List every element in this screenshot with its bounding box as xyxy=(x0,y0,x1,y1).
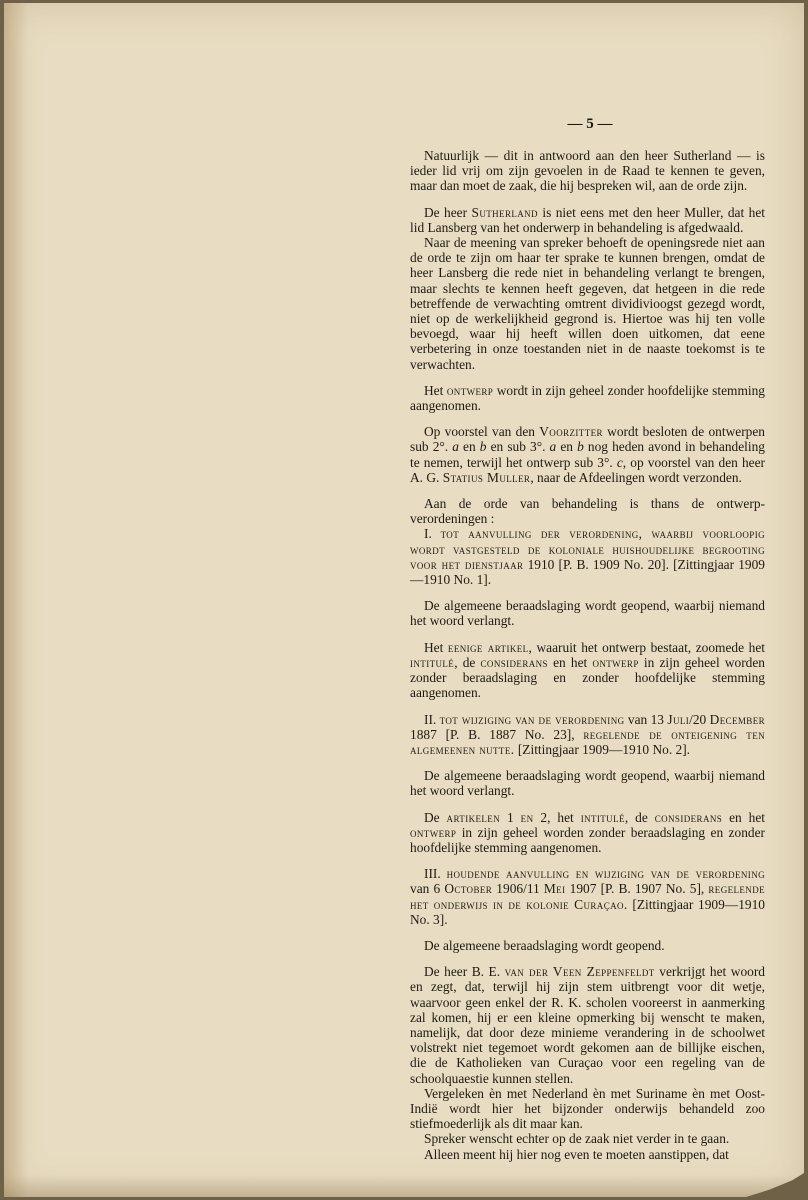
text-run: en xyxy=(458,439,480,455)
paragraph xyxy=(410,768,765,798)
text-run: 1910 [P. B. 1909 No. 20]. [Zittingjaar 1909—1910 No. 1]. xyxy=(410,556,765,588)
small-caps-text: Mei xyxy=(543,881,566,897)
text-run: , de xyxy=(454,654,481,670)
small-caps-text: regelende het onderwijs in de kolonie Curaçao. xyxy=(410,881,765,912)
paragraph xyxy=(410,640,765,701)
small-caps-text: intitulé xyxy=(410,654,455,670)
text-run: wordt besloten de ontwerpen sub 2°. xyxy=(410,424,765,455)
text-run: en sub 3°. xyxy=(486,439,550,455)
paper-edge-shadow xyxy=(4,1175,804,1197)
small-caps-text: December xyxy=(709,711,765,727)
text-run: en xyxy=(556,439,578,455)
text-run: I. xyxy=(424,526,441,542)
text-run: , waaruit het ontwerp bestaat, zoomede het xyxy=(528,639,765,655)
text-run: verkrijgt het woord en zegt, dat, terwijl hij zijn stem uitbrengt voor dit wetje, waarvoor geen enkel der R. K. scholen vooreerst in aanmerking zal komen, hij er een kleine opmerking bij wenscht te maken, namelijk, dat door deze minieme verandering in de schoolwet volstrekt niet tegemoet wordt gekomen aan de billijke eischen, die de Katholieken van Curaçao voor een regeling van de schoolquaestie kunnen stellen. xyxy=(410,964,765,1086)
text-run: en het xyxy=(547,654,593,670)
text-run: Het xyxy=(424,639,448,655)
text-run: Het xyxy=(424,382,447,398)
italic-text: b xyxy=(577,439,584,455)
text-run: Spreker wenscht echter op de zaak niet verder in te gaan. xyxy=(424,1131,730,1147)
text-run: De algemeene beraadslaging wordt geopend. xyxy=(424,937,665,953)
text-run: Naar de meening van spreker behoeft de openingsrede niet aan de orde te zijn om haar ter sprake te kunnen brengen, omdat de heer Lansberg die rede niet in behandeling verlangt te brengen, maar slechts te kennen heeft gegeven, dat hetgeen in die rede betreffende de verwachting omtrent dividivioogst gezegd wordt, niet op de werkelijkheid gegrond is. Hiertoe was hij ten volle bevoegd, waar hij heeft willen doen uitkomen, dat eene verbetering in onze toestanden niet in de naaste toekomst is te verwachten. xyxy=(410,235,765,372)
small-caps-text: ontwerp xyxy=(446,382,494,398)
italic-text: c xyxy=(616,454,623,470)
paper-stain xyxy=(4,3,28,1197)
text-run: De algemeene beraadslaging wordt geopend, waarbij niemand het woord verlangt. xyxy=(410,768,765,799)
paragraph xyxy=(410,235,765,372)
text-run: 1 xyxy=(500,809,521,825)
small-caps-text: considerans xyxy=(480,654,548,670)
text-run: Vergeleken èn met Nederland èn met Suriname èn met Oost-Indië wordt hier het bijzonder onderwijs behandeld zoo stiefmoederlijk als dit maar kan. xyxy=(410,1085,765,1132)
text-run: De heer xyxy=(424,204,472,220)
text-run: [Zittingjaar 1909—1910 No. 2]. xyxy=(514,741,691,757)
text-run: De heer B. E. xyxy=(424,964,505,980)
paragraph xyxy=(410,424,765,485)
text-run: Aan de orde van behandeling is thans de ontwerp-verordeningen : xyxy=(410,496,765,527)
paragraph xyxy=(410,205,765,235)
page-number: — 5 — xyxy=(567,116,613,132)
text-run: en het xyxy=(722,809,766,825)
small-caps-text: van der Veen Zeppenfeldt xyxy=(504,964,655,980)
small-caps-text: eenige artikel xyxy=(447,639,529,655)
small-caps-text: regelende de onteigening ten algemeenen nutte. xyxy=(410,726,765,757)
paragraph xyxy=(410,866,765,927)
text-run: van 13 xyxy=(624,711,668,727)
paragraph xyxy=(410,383,765,413)
paragraph xyxy=(410,964,765,1086)
text-run: van 6 xyxy=(410,881,445,897)
small-caps-text: October xyxy=(444,881,493,897)
small-caps-text: Statius Muller xyxy=(442,469,531,485)
text-run: Alleen meent hij hier nog even te moeten aanstippen, dat xyxy=(424,1146,729,1162)
paragraph xyxy=(410,1131,765,1146)
small-caps-text: Sutherland xyxy=(471,204,538,220)
paragraph xyxy=(410,810,765,856)
text-run: , de xyxy=(624,809,655,825)
text-run: De algemeene beraadslaging wordt geopend, waarbij niemand het woord verlangt. xyxy=(410,598,765,629)
text-run: 1907 [P. B. 1907 No. 5], xyxy=(565,881,709,897)
small-caps-text: ontwerp xyxy=(410,824,457,840)
italic-text: b xyxy=(479,439,487,455)
small-caps-text: tot wijziging van de verordening xyxy=(439,711,625,727)
text-run: Natuurlijk — dit in antwoord aan den heer Sutherland — is ieder lid vrij om zijn gevoelen in de Raad te kennen te geven, maar dan moet de zaak, die hij bespreken wil, aan de orde zijn. xyxy=(410,148,765,194)
paragraph xyxy=(410,496,765,526)
text-run: , op voorstel van den heer A. G. xyxy=(410,454,765,485)
paragraph xyxy=(410,148,765,194)
paragraph xyxy=(410,712,765,758)
text-run: Op voorstel van den xyxy=(424,424,540,440)
italic-text: a xyxy=(452,439,459,455)
text-run: in zijn geheel worden zonder beraadslaging en zonder hoofdelijke stemming aangenomen. xyxy=(410,654,765,701)
text-run: /20 xyxy=(689,711,710,727)
italic-text: a xyxy=(549,439,557,455)
small-caps-text: ontwerp xyxy=(592,654,639,670)
small-caps-text: tot aanvulling der verordening, waarbij voorloopig wordt vastgesteld de koloniale huishoudelijke begrooting voor het dienstjaar xyxy=(410,526,765,572)
paragraph xyxy=(410,526,765,587)
small-caps-text: en xyxy=(520,809,534,825)
text-run: [Zittingjaar 1909—1910 No. 3]. xyxy=(410,896,765,927)
small-caps-text: intitulé xyxy=(580,809,625,825)
text-column xyxy=(410,148,765,1173)
text-run: 1887 [P. B. 1887 No. 23], xyxy=(410,726,584,742)
paragraph xyxy=(410,938,765,953)
small-caps-text: houdende aanvulling en wijziging van de verordening xyxy=(446,866,765,882)
small-caps-text: artikelen xyxy=(446,809,501,825)
text-run: III. xyxy=(424,866,447,882)
paragraph xyxy=(410,1147,765,1162)
text-run: 2, het xyxy=(533,809,581,825)
text-run: , naar de Afdeelingen wordt verzonden. xyxy=(530,469,742,485)
text-run: nog heden avond in behandeling te nemen, terwijl het ontwerp sub 3°. xyxy=(410,439,765,470)
small-caps-text: Juli xyxy=(667,711,690,727)
text-run: II. xyxy=(424,711,440,727)
text-run: 1906/11 xyxy=(492,881,544,897)
small-caps-text: considerans xyxy=(654,809,723,825)
text-run: is niet eens met den heer Muller, dat het lid Lansberg van het onderwerp in behandeling is afgedwaald. xyxy=(410,204,765,235)
text-run: De xyxy=(424,809,447,825)
text-run: in zijn geheel worden zonder beraadslaging en zonder hoofdelijke stemming aangenomen. xyxy=(410,824,765,855)
small-caps-text: Voorzitter xyxy=(539,424,603,440)
text-run: wordt in zijn geheel zonder hoofdelijke stemming aangenomen. xyxy=(410,382,765,414)
paragraph xyxy=(410,1086,765,1132)
paragraph xyxy=(410,598,765,628)
